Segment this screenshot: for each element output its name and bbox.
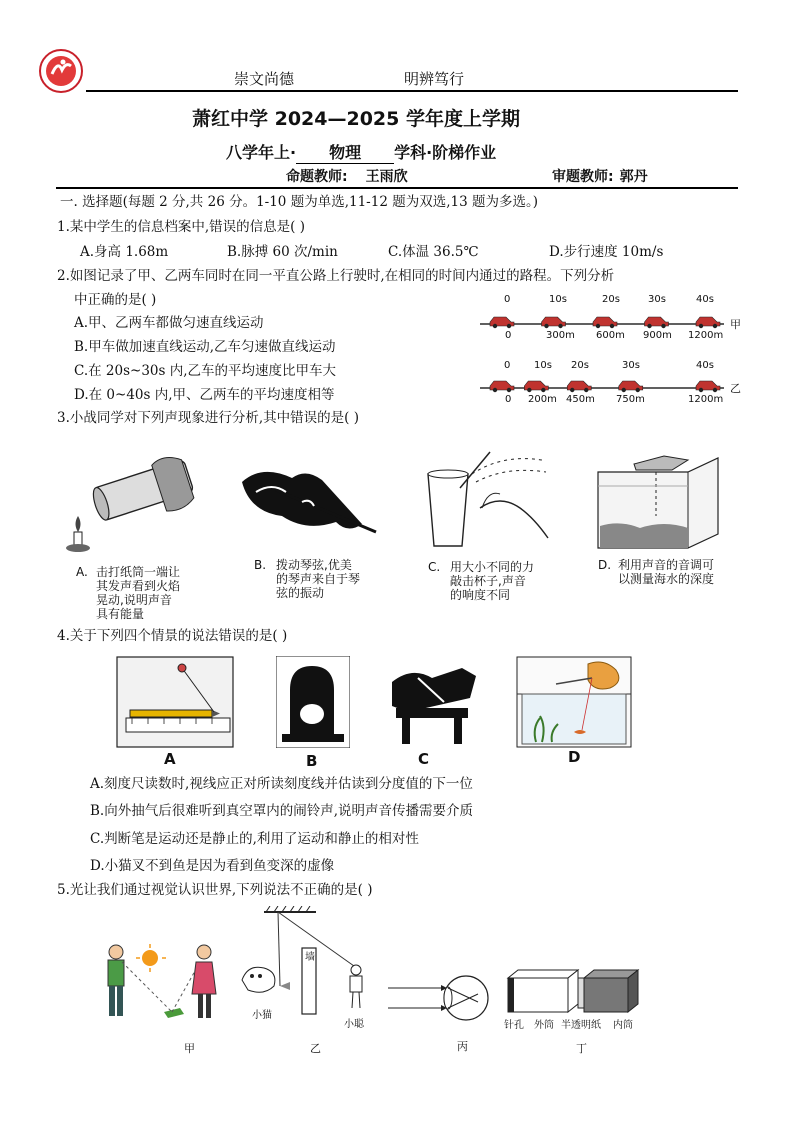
q3-figure-b: [236, 462, 384, 542]
q2-option-c: C.在 20s~30s 内,乙车的平均速度比甲车大: [74, 363, 337, 379]
q5-figure-bing: [386, 972, 494, 1024]
jia-car-3: [645, 317, 669, 328]
q4-option-d: D.小猫叉不到鱼是因为看到鱼变深的虚像: [90, 858, 335, 874]
q2-option-a: A.甲、乙两车都做匀速直线运动: [74, 315, 264, 331]
q4-label-b: B: [306, 752, 318, 770]
q4-figure-c: [388, 658, 480, 746]
q3-caption-c-l1: 用大小不同的力: [450, 560, 535, 574]
q3-caption-a-l2: 其发声看到火焰: [96, 579, 181, 593]
q3-caption-a-l1: 击打纸筒一端让: [96, 565, 181, 579]
q3-caption-c-letter: C.: [428, 560, 441, 574]
q4-label-c: C: [418, 750, 430, 768]
jia-car-0: [490, 317, 514, 328]
motto-right: 明辨笃行: [404, 70, 465, 88]
author-label: 命题教师:: [286, 169, 348, 185]
q4-figure-a: [116, 656, 234, 748]
subtitle-prefix: 八学年上·: [226, 143, 297, 162]
q5-figure-jia: [100, 940, 222, 1024]
jia-label: 甲: [730, 318, 741, 331]
yi-car-2: [567, 381, 591, 392]
q4-label-d: D: [568, 748, 581, 766]
page-title: 萧红中学 2024—2025 学年度上学期: [192, 108, 520, 130]
jia-time-3: 30s: [648, 294, 666, 305]
q4-option-a: A.刻度尺读数时,视线应正对所读刻度线并估读到分度值的下一位: [90, 776, 473, 792]
jia-dist-2: 600m: [596, 330, 625, 341]
q4-stem: 4.关于下列四个情景的说法错误的是( ): [57, 628, 288, 644]
jia-time-1: 10s: [549, 294, 567, 305]
q3-caption-b-l3: 弦的振动: [276, 586, 325, 600]
yi-time-1: 10s: [534, 360, 552, 371]
yi-label: 乙: [730, 382, 741, 395]
jia-dist-3: 900m: [643, 330, 672, 341]
q4-option-c: C.判断笔是运动还是静止的,利用了运动和静止的相对性: [90, 831, 419, 847]
q5-figure-yi: [236, 906, 368, 1018]
jia-time-4: 40s: [696, 294, 714, 305]
q3-figure-c: [420, 448, 550, 558]
jia-car-2: [593, 317, 617, 328]
school-logo: [38, 48, 84, 94]
jia-dist-1: 300m: [546, 330, 575, 341]
q4-figure-d: [516, 656, 632, 748]
q3-caption-d-l2: 以测量海水的深度: [618, 572, 715, 586]
q2-motion-figure: [476, 292, 744, 410]
q3-caption-d: [598, 558, 748, 586]
q5-inner-tube-label: 内筒: [613, 1020, 633, 1031]
author-name: 王雨欣: [365, 169, 408, 185]
q3-caption-a-letter: A.: [76, 565, 88, 579]
q5-wall-label: 墙: [305, 952, 315, 963]
q2-option-b: B.甲车做加速直线运动,乙车匀速做直线运动: [74, 339, 336, 355]
section-heading: 一. 选择题(每题 2 分,共 26 分。1-10 题为单选,11-12 题为双选,13 题为多选。): [60, 194, 538, 210]
yi-time-2: 20s: [571, 360, 589, 371]
yi-dist-0: 0: [505, 394, 512, 405]
q2-stem-line1: 2.如图记录了甲、乙两车同时在同一平直公路上行驶时,在相同的时间内通过的路程。下列分析: [57, 268, 615, 284]
yi-time-3: 30s: [622, 360, 640, 371]
q3-caption-c-l3: 的响度不同: [450, 588, 511, 602]
q5-pinhole-label: 针孔: [504, 1020, 524, 1031]
jia-car-1: [542, 317, 566, 328]
reviewer-label: 审题教师:: [552, 169, 614, 185]
q3-figure-d: [594, 446, 724, 554]
yi-dist-1: 200m: [528, 394, 557, 405]
q5-fig-label-yi: 乙: [310, 1042, 321, 1055]
author-line: [286, 166, 408, 186]
q3-figure-a: [62, 440, 202, 558]
q3-caption-b: [254, 558, 394, 600]
jia-time-2: 20s: [602, 294, 620, 305]
q5-outer-tube-label: 外筒: [534, 1020, 554, 1031]
q4-label-a: A: [164, 750, 176, 768]
q1-option-c: C.体温 36.5℃: [388, 244, 479, 260]
q3-caption-a-l4: 具有能量: [96, 607, 145, 621]
yi-car-1: [524, 381, 548, 392]
yi-time-4: 40s: [696, 360, 714, 371]
yi-car-4: [696, 381, 720, 392]
jia-time-0: 0: [504, 294, 511, 305]
q3-stem: 3.小战同学对下列声现象进行分析,其中错误的是( ): [57, 410, 359, 426]
jia-car-4: [696, 317, 720, 328]
q5-fig-label-bing: 丙: [457, 1040, 468, 1053]
q3-caption-b-l2: 的琴声来自于琴: [276, 572, 361, 586]
q4-option-b: B.向外抽气后很难听到真空罩内的闹铃声,说明声音传播需要介质: [90, 803, 474, 819]
q5-cat-label: 小猫: [252, 1010, 272, 1021]
q5-stem: 5.光让我们通过视觉认识世界,下列说法不正确的是( ): [57, 882, 373, 898]
motto-left: 崇文尚德: [234, 70, 295, 88]
q5-boy-label: 小聪: [344, 1019, 364, 1030]
q1-option-b: B.脉搏 60 次/min: [227, 244, 338, 260]
yi-time-0: 0: [504, 360, 511, 371]
yi-dist-2: 450m: [566, 394, 595, 405]
q1-option-d: D.步行速度 10m/s: [549, 244, 664, 260]
q1-stem: 1.某中学生的信息档案中,错误的信息是( ): [57, 219, 305, 235]
reviewer-name: 郭丹: [619, 169, 648, 185]
q3-caption-d-l1: 利用声音的音调可: [618, 558, 715, 572]
jia-dist-4: 1200m: [688, 330, 724, 341]
q5-fig-label-jia: 甲: [184, 1042, 195, 1055]
q5-fig-label-ding: 丁: [576, 1042, 587, 1055]
jia-dist-0: 0: [505, 330, 512, 341]
subject-blank: [296, 140, 394, 164]
subtitle: [226, 140, 496, 164]
q4-figure-b: [276, 656, 350, 748]
q3-caption-c-l2: 敲击杯子,声音: [450, 574, 526, 588]
subject: 物理: [329, 143, 362, 162]
q2-stem-line2: 中正确的是( ): [74, 292, 157, 308]
q5-figure-ding: [504, 966, 640, 1016]
q1-option-a: A.身高 1.68m: [80, 244, 169, 260]
q2-option-d: D.在 0~40s 内,甲、乙两车的平均速度相等: [74, 387, 335, 403]
q3-caption-d-letter: D.: [598, 558, 612, 572]
q3-caption-c: [428, 560, 568, 602]
reviewer-line: [552, 166, 648, 186]
q3-caption-a: [76, 565, 206, 621]
yi-car-0: [490, 381, 514, 392]
yi-dist-4: 1200m: [688, 394, 724, 405]
q3-caption-b-letter: B.: [254, 558, 267, 572]
title-rule: [56, 187, 738, 189]
subtitle-suffix: 学科·阶梯作业: [394, 143, 497, 162]
q3-caption-a-l3: 晃动,说明声音: [96, 593, 172, 607]
yi-dist-3: 750m: [616, 394, 645, 405]
yi-car-3: [619, 381, 643, 392]
q3-caption-b-l1: 拨动琴弦,优美: [276, 558, 352, 572]
header-rule: [86, 90, 738, 92]
q5-paper-label: 半透明纸: [561, 1020, 601, 1031]
